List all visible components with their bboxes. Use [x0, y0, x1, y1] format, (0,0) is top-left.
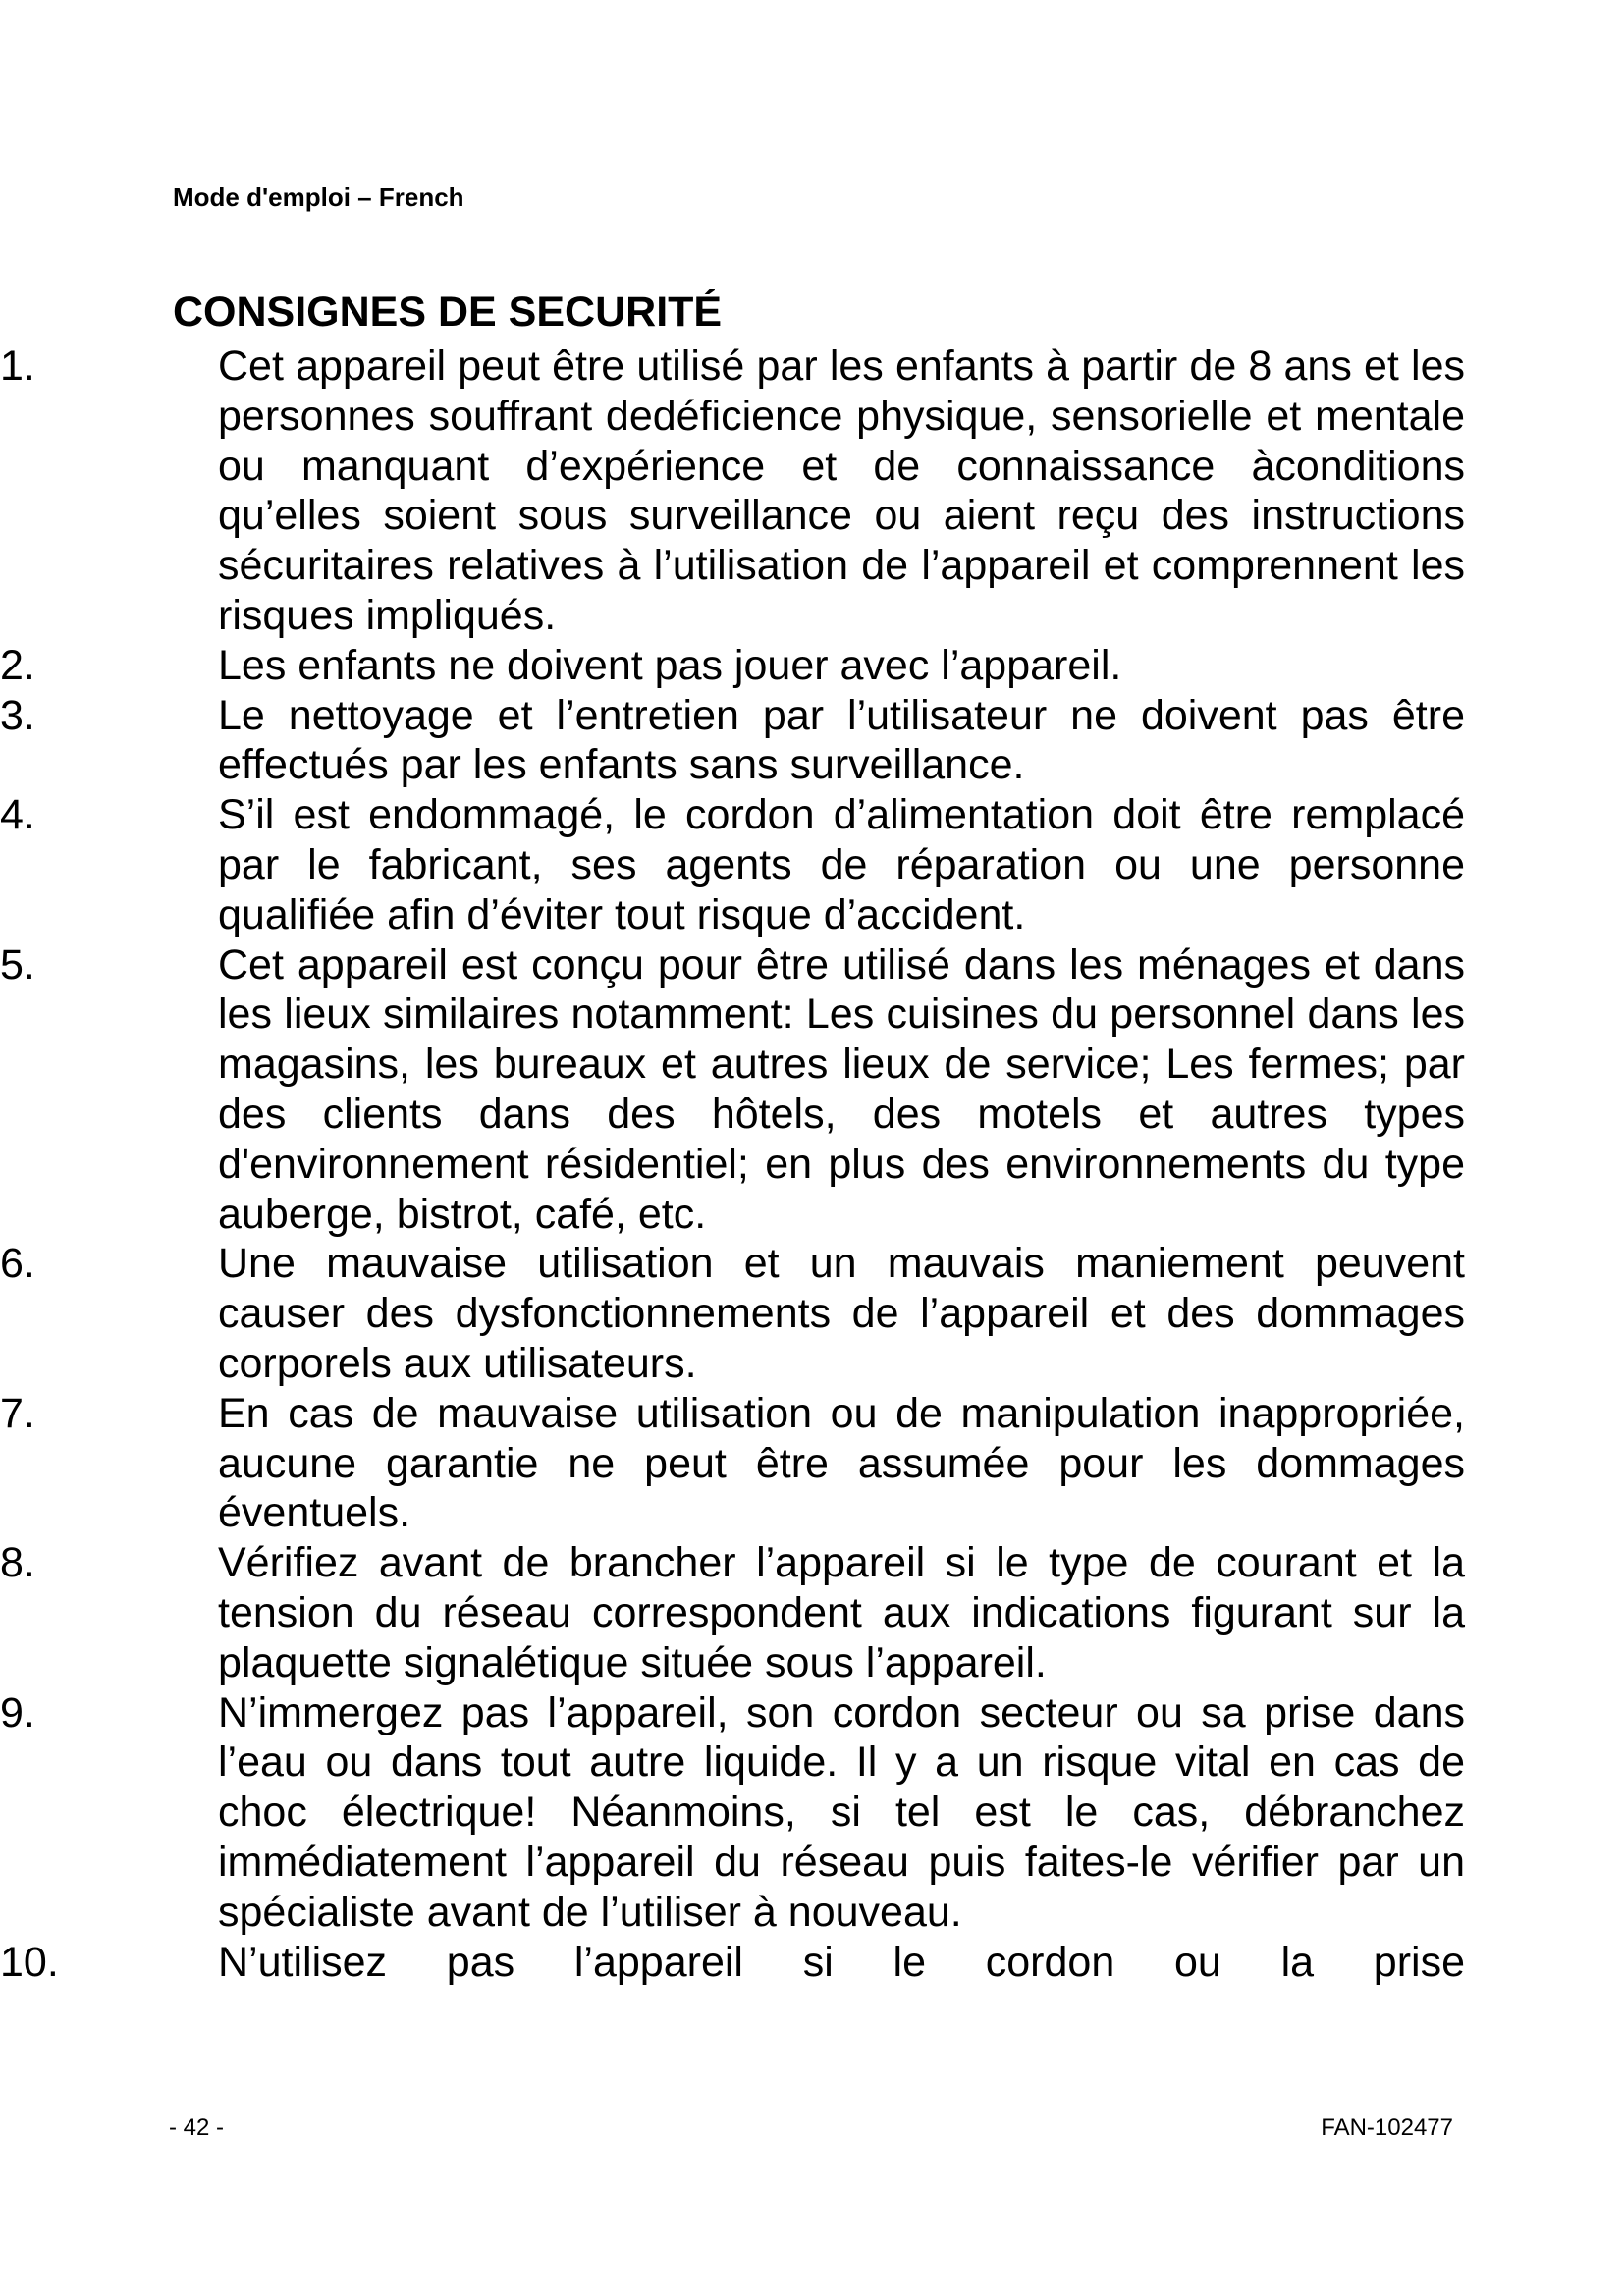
item-text: Cet appareil est conçu pour être utilisé dans les ménages et dans les lieux similaires notamment: Les cuisines du personnel dans les magasins, les bureaux et autres lieux de service; Les fermes; par des clients dans des hôtels, des motels et autres types d'environnement résidentiel; en plus des environnements du type auberge, bistrot, café, etc.: [218, 940, 1465, 1238]
item-number: 9.: [0, 1688, 35, 1736]
item-number: 7.: [0, 1389, 35, 1437]
item-text: En cas de mauvaise utilisation ou de manipulation inappropriée, aucune garantie ne peut être assumée pour les dommages éventuels.: [218, 1389, 1465, 1537]
document-header: Mode d'emploi – French: [173, 183, 464, 212]
product-code: FAN-102477: [1321, 2114, 1453, 2141]
list-item: [0, 1688, 1465, 1938]
list-item: [0, 1938, 1465, 1988]
page-number: - 42 -: [169, 2114, 225, 2141]
item-text: Une mauvaise utilisation et un mauvais maniement peuvent causer des dysfonctionnements de l’appareil et des dommages corporels aux utilisateurs.: [218, 1240, 1465, 1387]
item-text: Vérifiez avant de brancher l’appareil si le type de courant et la tension du réseau correspondent aux indications figurant sur la plaquette signalétique située sous l’appareil.: [218, 1539, 1465, 1686]
list-item: [0, 940, 1465, 1240]
list-item: [0, 790, 1465, 939]
item-text: Les enfants ne doivent pas jouer avec l’appareil.: [218, 641, 1122, 689]
section-title: CONSIGNES DE SECURITÉ: [173, 289, 723, 336]
item-number: 2.: [0, 641, 35, 689]
item-number: 8.: [0, 1539, 35, 1587]
item-text: N’utilisez pas l’appareil si le cordon ou la prise: [218, 1938, 1465, 1986]
list-item: [0, 1389, 1465, 1538]
list-item: [0, 641, 1465, 691]
list-item: [0, 342, 1465, 641]
item-number: 4.: [0, 791, 35, 839]
safety-instructions-list: [0, 342, 1624, 1987]
item-number: 1.: [0, 343, 35, 390]
item-number: 10.: [0, 1938, 59, 1986]
item-number: 6.: [0, 1240, 35, 1288]
item-number: 3.: [0, 691, 35, 739]
item-text: N’immergez pas l’appareil, son cordon secteur ou sa prise dans l’eau ou dans tout autre liquide. Il y a un risque vital en cas de choc électrique! Néanmoins, si tel est le cas, débranchez immédiatement l’appareil du réseau puis faites-le vérifier par un spécialiste avant de l’utiliser à nouveau.: [218, 1688, 1465, 1936]
item-number: 5.: [0, 940, 35, 988]
list-item: [0, 1538, 1465, 1687]
list-item: [0, 691, 1465, 791]
item-text: S’il est endommagé, le cordon d’alimentation doit être remplacé par le fabricant, ses agents de réparation ou une personne qualifiée afin d’éviter tout risque d’accident.: [218, 791, 1465, 938]
list-item: [0, 1239, 1465, 1388]
item-text: Le nettoyage et l’entretien par l’utilisateur ne doivent pas être effectués par les enfants sans surveillance.: [218, 691, 1465, 789]
item-text: Cet appareil peut être utilisé par les enfants à partir de 8 ans et les personnes souffrant dedéficience physique, sensorielle et mentale ou manquant d’expérience et de connaissance àconditions qu’elles soient sous surveillance ou aient reçu des instructions sécuritaires relatives à l’utilisation de l’appareil et comprennent les risques impliqués.: [218, 343, 1465, 639]
